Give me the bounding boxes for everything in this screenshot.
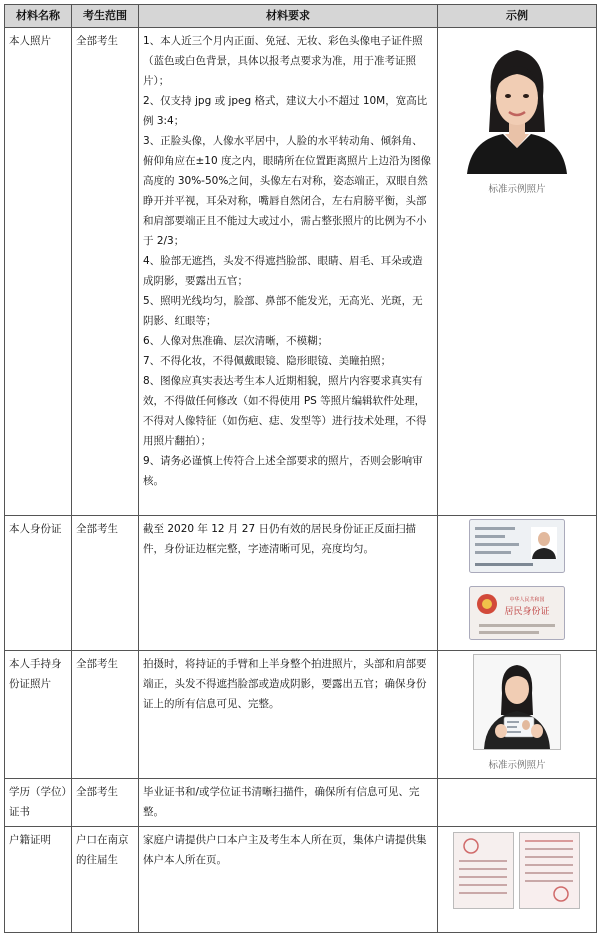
table-row [5, 651, 597, 779]
material-requirement [139, 651, 438, 779]
table-row [5, 779, 597, 827]
material-scope: 全部考生 [72, 651, 139, 779]
table-row [5, 516, 597, 651]
materials-table [4, 4, 597, 933]
id-card-front-image [469, 519, 565, 573]
requirement-line: 拍摄时，将持证的手臂和上半身整个拍进照片，头部和肩部要端正，头发不得遮挡脸部或造成阴影，要露出五官；确保身份证上的所有信息可见、完整。 [143, 658, 427, 710]
material-name: 本人身份证 [5, 516, 72, 651]
id-card-back-subtitle: 中华人民共和国 [509, 597, 545, 603]
requirement-line: 6、人像对焦准确、层次清晰，不模糊； [143, 335, 329, 347]
material-scope: 全部考生 [72, 779, 139, 827]
example-cell [438, 779, 597, 827]
requirement-line: 5、照明光线均匀，脸部、鼻部不能发光，无高光、光斑，无阴影、红眼等； [143, 295, 423, 327]
header-requirement: 材料要求 [139, 5, 438, 28]
id-card-back-title: 居民身份证 [504, 607, 550, 617]
table-header-row [5, 5, 597, 28]
material-requirement [139, 28, 438, 516]
id-card-back-image [469, 586, 565, 640]
requirement-line: 家庭户请提供户口本户主及考生本人所在页，集体户请提供集体户本人所在页。 [143, 834, 427, 866]
table-row [5, 827, 597, 933]
handheld-id-example-image [473, 654, 561, 750]
requirement-line: 3、正脸头像，人像水平居中，人脸的水平转动角、倾斜角、俯仰角应在±10 度之内，眼睛所在位置距离照片上边沿为图像高度的 30%-50%之间，头像左右对称，姿态端正，双眼自然睁开并平视，耳朵对称，嘴唇自然闭合，左右肩膀平衡，头部和肩部要端正且不能过大或过小，需占整张照片的比例为不小于 2/3； [143, 135, 431, 247]
requirement-line: 9、请务必谨慎上传符合上述全部要求的照片，否则会影响审核。 [143, 455, 423, 487]
requirement-line: 毕业证书和/或学位证书清晰扫描件，确保所有信息可见、完整。 [143, 786, 420, 818]
requirement-line: 7、不得化妆，不得佩戴眼镜、隐形眼镜、美瞳拍照； [143, 355, 392, 367]
header-example: 示例 [438, 5, 597, 28]
requirement-line: 截至 2020 年 12 月 27 日仍有效的居民身份证正反面扫描件，身份证边框完整，字迹清晰可见，亮度均匀。 [143, 523, 416, 555]
material-requirement [139, 516, 438, 651]
example-cell [438, 28, 597, 516]
requirement-line: 4、脸部无遮挡，头发不得遮挡脸部、眼睛、眉毛、耳朵或造成阴影，要露出五官； [143, 255, 423, 287]
requirement-line: 2、仅支持 jpg 或 jpeg 格式，建议大小不超过 10M，宽高比例 3:4； [143, 95, 428, 127]
example-caption: 标准示例照片 [488, 760, 546, 771]
material-name: 本人照片 [5, 28, 72, 516]
material-requirement [139, 779, 438, 827]
household-register-example-image [453, 830, 581, 910]
material-scope: 户口在南京的往届生 [72, 827, 139, 933]
example-cell [438, 516, 597, 651]
header-scope: 考生范围 [72, 5, 139, 28]
example-caption: 标准示例照片 [488, 184, 546, 195]
material-name: 学历（学位）证书 [5, 779, 72, 827]
requirement-line: 1、本人近三个月内正面、免冠、无妆、彩色头像电子证件照（蓝色或白色背景，具体以报考点要求为准，用于准考证照片）； [143, 35, 423, 87]
table-row [5, 28, 597, 516]
requirement-line: 8、图像应真实表达考生本人近期相貌，照片内容要求真实有效，不得做任何修改（如不得使用 PS 等照片编辑软件处理，不得对人像特征（如伤疤、痣、发型等）进行技术处理，不得用照片翻拍）； [143, 375, 427, 447]
material-scope: 全部考生 [72, 28, 139, 516]
material-name: 本人手持身份证照片 [5, 651, 72, 779]
example-cell [438, 827, 597, 933]
material-name: 户籍证明 [5, 827, 72, 933]
header-material-name: 材料名称 [5, 5, 72, 28]
portrait-example-image [457, 36, 577, 174]
material-scope: 全部考生 [72, 516, 139, 651]
material-requirement [139, 827, 438, 933]
example-cell [438, 651, 597, 779]
